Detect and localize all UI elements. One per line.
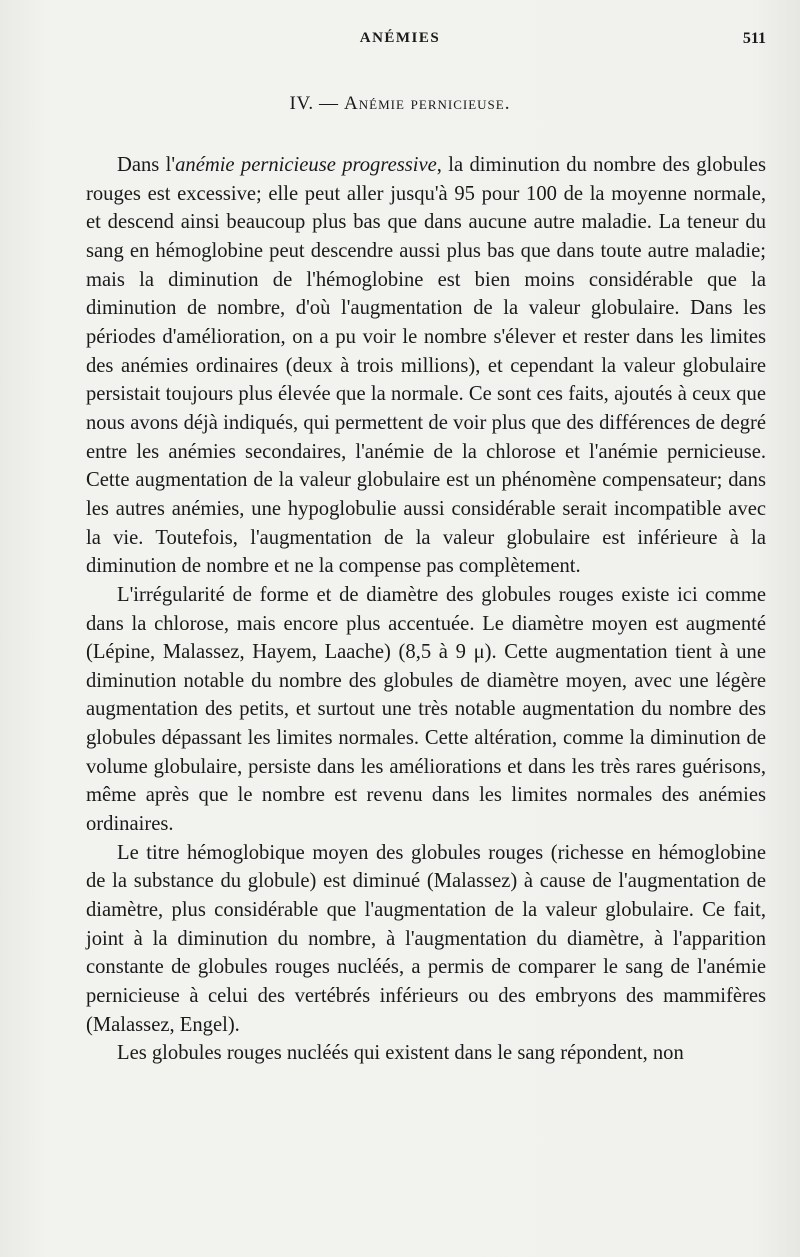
paragraph-1-emphasis: anémie pernicieuse progressive xyxy=(175,154,437,176)
paragraph-1 xyxy=(86,151,766,581)
section-dash: — xyxy=(319,93,339,114)
paragraph-2: L'irrégularité de forme et de diamètre des globules rouges existe ici comme dans la chlorose, mais encore plus accentuée. Le diamètre moyen est augmenté (Lépine, Malassez, Hayem, Laache) (8,5 à 9 μ). Cette augmentation tient à une diminution notable du nombre des globules de diamètre moyen, avec une légère augmentation des petits, et surtout une très notable augmentation du nombre des globules dépassant les limites normales. Cette altération, comme la diminution de volume globulaire, persiste dans les améliorations et dans les très rares guérisons, même après que le nombre est revenu dans les limites normales des anémies ordinaires. xyxy=(86,583,766,836)
section-numeral: IV. xyxy=(289,93,314,114)
paragraph-1-lead: Dans l' xyxy=(117,154,176,176)
paragraph-4: Les globules rouges nucléés qui existent dans le sang répondent, non xyxy=(117,1042,684,1065)
paragraph-1-rest: , la diminution du nombre des globules rouges est excessive; elle peut aller jusqu'à 95 pour 100 de la moyenne normale, et descend ainsi beaucoup plus bas que dans aucune autre maladie. La teneur du sang en hémoglobine peut descendre aussi plus bas que dans toute autre maladie; mais la diminution de l'hémoglobine est bien moins considérable que la diminution de nombre, d'où l'augmentation de la valeur globulaire. Dans les périodes d'amélioration, on a pu voir le nombre s'élever et rester dans les limites des anémies ordinaires (deux à trois millions), et cependant la valeur globulaire persistait toujours plus élevée que la normale. Ce sont ces faits, ajoutés à ceux que nous avons déjà indiqués, qui permettent de voir plus que des différences de degré entre les anémies secondaires, l'anémie de la chlorose et l'anémie pernicieuse. Cette augmentation de la valeur globulaire est un phénomène compensateur; dans les autres anémies, une hypoglobulie aussi considérable serait incompatible avec la vie. Toutefois, l'augmentation de la valeur globulaire est inférieure à la diminution de nombre et ne la compense pas complètement. xyxy=(86,154,766,578)
section-title: Anémie pernicieuse. xyxy=(344,93,511,114)
section-heading xyxy=(0,93,800,115)
running-header xyxy=(0,30,800,54)
body-text xyxy=(86,151,766,1068)
running-title: ANÉMIES xyxy=(359,30,441,46)
page-number: 511 xyxy=(742,30,766,47)
paragraph-3: Le titre hémoglobique moyen des globules rouges (richesse en hémoglobine de la substance du globule) est diminué (Malassez) à cause de l'augmentation de diamètre, plus considérable que l'augmentation de la valeur globulaire. Ce fait, joint à la diminution du nombre, à l'augmentation du diamètre, à l'apparition constante de globules rouges nucléés, a permis de comparer le sang de l'anémie pernicieuse à celui des vertébrés inférieurs ou des embryons des mammifères (Malassez, Engel). xyxy=(86,841,766,1036)
